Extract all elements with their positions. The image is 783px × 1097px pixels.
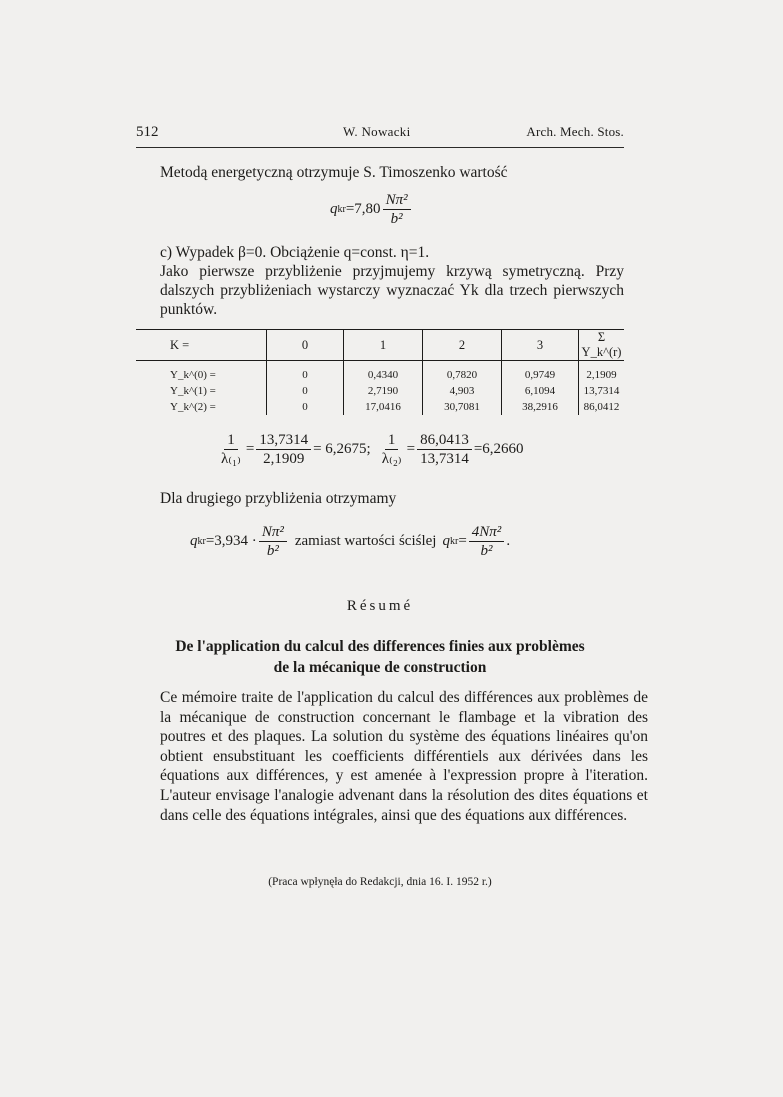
formula-eq: =7,80 — [345, 201, 381, 217]
lambda-fraction-2 — [256, 432, 311, 467]
header-journal: Arch. Mech. Stos. — [526, 124, 624, 139]
table-cell: 86,0412 — [579, 399, 625, 415]
table-header-row — [136, 330, 624, 361]
fraction-numerator: 1 — [224, 432, 238, 450]
table-header-cell: 0 — [267, 330, 344, 361]
timoshenko-formula — [330, 192, 413, 227]
table-row — [136, 361, 624, 384]
table-cell: 30,7081 — [423, 399, 502, 415]
intro-text: Metodą energetyczną otrzymuje S. Timoszenko wartość — [160, 164, 508, 181]
table-header-cell: K = — [136, 330, 267, 361]
table-header-cell: 1 — [344, 330, 423, 361]
fraction-denominator: λ₍₂₎ — [381, 451, 402, 467]
formula-fraction — [383, 192, 411, 227]
fraction-denominator: b² — [266, 543, 279, 559]
received-note: (Praca wpłynęła do Redakcji, dnia 16. I. 1952 r.) — [268, 876, 492, 888]
formula-middle-text: zamiast wartości ściślej — [294, 533, 437, 549]
running-header — [136, 122, 624, 144]
formula-lhs-sub: kr — [337, 204, 346, 215]
formula-eq: =3,934 · — [205, 533, 257, 549]
lambda-fraction-1 — [218, 432, 244, 467]
table-cell: 13,7314 — [579, 383, 625, 399]
lambda-result-1: = 6,2675; — [313, 441, 371, 457]
formula-lhs-sub: kr — [197, 536, 206, 547]
fraction-numerator: 13,7314 — [256, 432, 311, 450]
table-cell: 0 — [267, 361, 344, 384]
resume-title-line-2: de la mécanique de construction — [273, 659, 487, 676]
row-label: Y_k^(2) = — [170, 401, 216, 413]
formula-fraction — [259, 524, 287, 559]
table-cell: 0 — [267, 383, 344, 399]
table-cell: 0,9749 — [502, 361, 579, 384]
row-label: Y_k^(1) = — [170, 385, 216, 397]
second-approx-text: Dla drugiego przybliżenia otrzymamy — [160, 490, 397, 507]
formula-lhs: q — [442, 533, 450, 549]
equals-sign: = — [406, 441, 416, 457]
fraction-numerator: 4Nπ² — [469, 524, 505, 542]
table-cell: 0,4340 — [344, 361, 423, 384]
equals-sign: = — [458, 533, 467, 549]
formula-lhs: q — [190, 533, 198, 549]
fraction-denominator: 13,7314 — [420, 451, 469, 467]
table-row — [136, 399, 624, 415]
table-cell: 0 — [267, 399, 344, 415]
table-header-cell: Σ Y_k^(r) — [579, 330, 625, 361]
fraction-denominator: 2,1909 — [263, 451, 305, 467]
table-row — [136, 383, 624, 399]
fraction-denominator: λ₍₁₎ — [221, 451, 241, 467]
lambda-result-2: =6,2660 — [473, 441, 524, 457]
table-cell: 38,2916 — [502, 399, 579, 415]
header-author: W. Nowacki — [343, 124, 411, 139]
resume-heading: Résumé — [346, 598, 414, 614]
table-header-cell: 3 — [502, 330, 579, 361]
second-approx-formula — [190, 524, 510, 559]
table-cell: 0,7820 — [423, 361, 502, 384]
table-header-cell: 2 — [423, 330, 502, 361]
formula-period: . — [506, 533, 511, 549]
resume-title — [136, 636, 624, 678]
fraction-numerator: 86,0413 — [417, 432, 472, 450]
resume-body: Ce mémoire traite de l'application du calcul des différences aux problèmes de la mécanique de construction concernant le flambage et la vibration des poutres et des plaques. La solution du système des équations linéaires qu'on obtient ensubstituant les coefficients différentiels aux dérivées dans les équations aux différences, y est amenée à l'expression propre à l'iteration. L'auteur envisage l'analogie advenant dans la résolution des dites équations et dans celle des équations intégrales, ainsi que des équations aux différences. — [160, 689, 648, 824]
equals-sign: = — [245, 441, 255, 457]
case-c-paragraph: Jako pierwsze przybliżenie przyjmujemy krzywą symetryczną. Przy dalszych przybliżeniach wystarczy wyznaczać Yk dla trzech pierwszych punktów. — [160, 263, 624, 318]
page-number: 512 — [136, 124, 159, 140]
table-cell: 4,903 — [423, 383, 502, 399]
formula-lhs: q — [330, 201, 338, 217]
fraction-numerator: Nπ² — [259, 524, 287, 542]
fraction-numerator: Nπ² — [383, 192, 411, 210]
lambda-fraction-4 — [417, 432, 472, 467]
case-c-heading: c) Wypadek β=0. Obciążenie q=const. η=1. — [160, 244, 430, 261]
fraction-numerator: 1 — [385, 432, 399, 450]
table-cell: 2,1909 — [579, 361, 625, 384]
table-cell: 2,7190 — [344, 383, 423, 399]
iteration-table — [136, 329, 624, 415]
row-label: Y_k^(0) = — [170, 369, 216, 381]
header-rule — [136, 147, 624, 148]
resume-title-line-1: De l'application du calcul des differences finies aux problèmes — [175, 638, 585, 655]
lambda-fraction-3 — [379, 432, 405, 467]
fraction-denominator: b² — [480, 543, 493, 559]
table-cell: 6,1094 — [502, 383, 579, 399]
lambda-formula — [216, 432, 524, 467]
fraction-denominator: b² — [390, 211, 403, 227]
formula-fraction-2 — [469, 524, 505, 559]
formula-lhs-sub: kr — [449, 536, 459, 547]
table-cell: 17,0416 — [344, 399, 423, 415]
